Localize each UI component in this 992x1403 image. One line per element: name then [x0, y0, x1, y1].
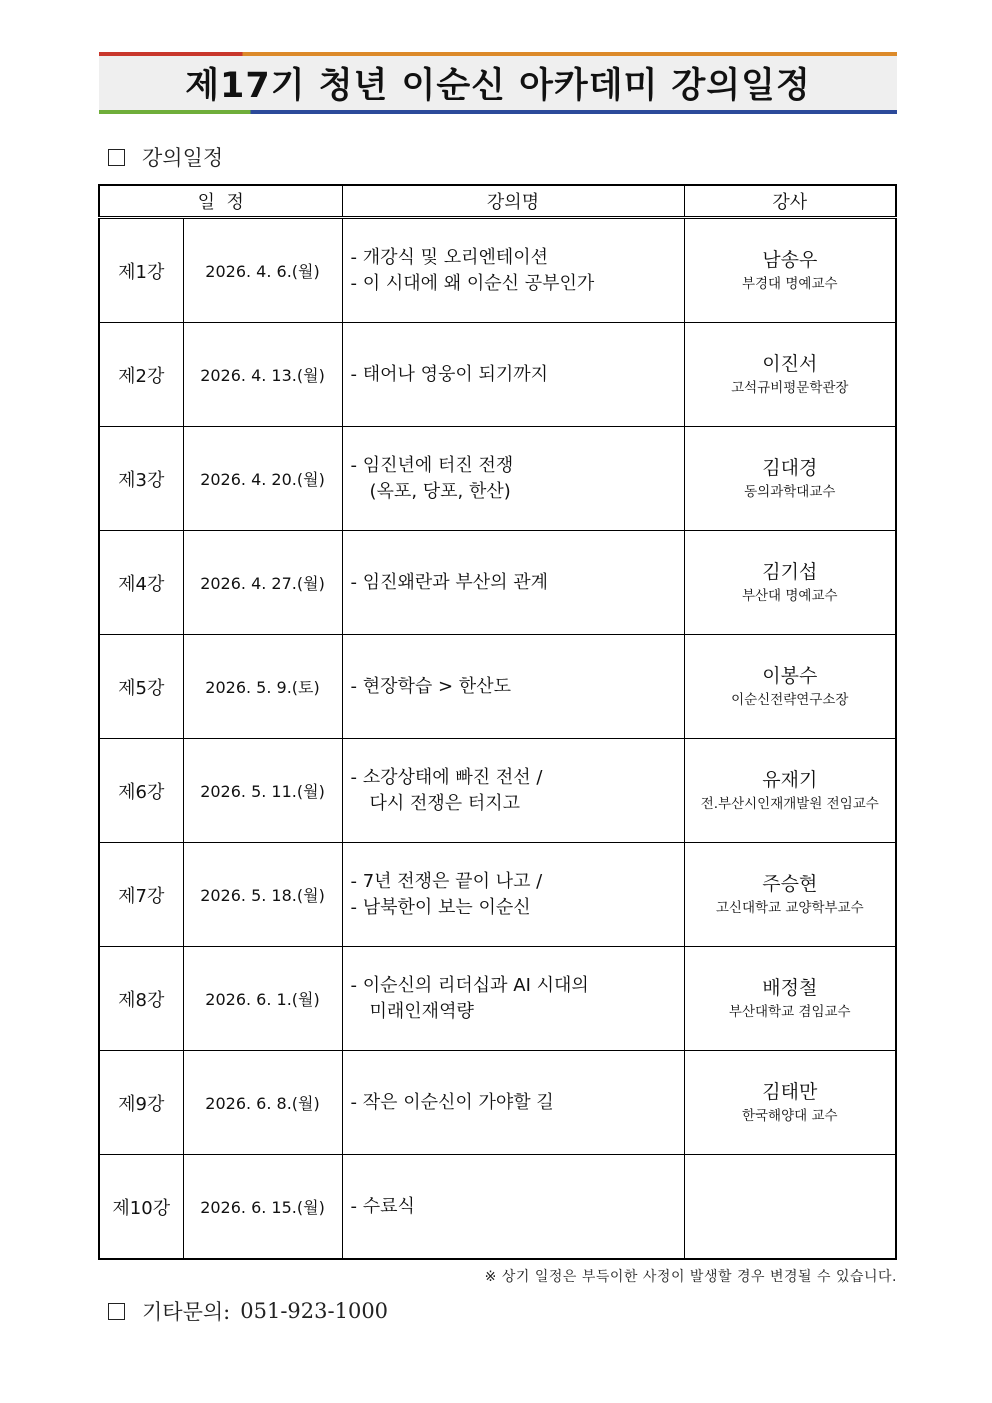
lecture-title	[342, 843, 684, 947]
lecture-number: 제4강	[99, 531, 183, 635]
instructor-cell	[684, 427, 896, 531]
lecture-title-line: - 7년 전쟁은 끝이 나고 /	[350, 870, 543, 892]
lecture-date: 2026. 5. 11.(월)	[183, 739, 342, 843]
table-row	[99, 531, 896, 635]
table-row	[99, 323, 896, 427]
lecture-number: 제10강	[99, 1155, 183, 1260]
lecture-title	[342, 323, 684, 427]
lecture-date: 2026. 5. 9.(토)	[183, 635, 342, 739]
lecture-title-line: - 태어나 영웅이 되기까지	[350, 363, 549, 385]
checkbox-icon	[108, 149, 125, 166]
lecture-title	[342, 531, 684, 635]
table-header-row	[99, 185, 896, 218]
footnote: ※ 상기 일정은 부득이한 사정이 발생할 경우 변경될 수 있습니다.	[484, 1269, 897, 1285]
header-lecture: 강의명	[342, 185, 684, 218]
lecture-number: 제2강	[99, 323, 183, 427]
instructor-role: 동의과학대교수	[744, 483, 836, 500]
instructor-name: 이진서	[762, 352, 818, 375]
instructor-cell	[684, 843, 896, 947]
instructor-role: 전.부산시인재개발원 전임교수	[700, 795, 879, 812]
table-row	[99, 635, 896, 739]
title-banner	[99, 52, 897, 114]
lecture-number: 제8강	[99, 947, 183, 1051]
instructor-name: 이봉수	[762, 664, 818, 687]
header-instructor: 강사	[684, 185, 896, 218]
lecture-title-line: - 현장학습 > 한산도	[350, 675, 511, 697]
table-row	[99, 843, 896, 947]
lecture-title	[342, 1051, 684, 1155]
lecture-title-line: (옥포, 당포, 한산)	[369, 480, 511, 502]
instructor-name: 김대경	[762, 456, 818, 479]
lecture-date: 2026. 5. 18.(월)	[183, 843, 342, 947]
lecture-date: 2026. 6. 8.(월)	[183, 1051, 342, 1155]
lecture-title-line: - 임진년에 터진 전쟁	[350, 454, 514, 476]
page-title: 제17기 청년 이순신 아카데미 강의일정	[185, 66, 811, 106]
lecture-title-line: - 임진왜란과 부산의 관계	[350, 571, 549, 593]
instructor-role: 부산대 명예교수	[741, 587, 838, 604]
lecture-title-line: - 작은 이순신이 가야할 길	[350, 1091, 554, 1113]
section-schedule-label: 강의일정	[142, 146, 224, 170]
table-row	[99, 947, 896, 1051]
lecture-date: 2026. 6. 15.(월)	[183, 1155, 342, 1260]
instructor-cell	[684, 1051, 896, 1155]
lecture-title-line: - 이순신의 리더십과 AI 시대의	[350, 974, 589, 996]
lecture-number: 제9강	[99, 1051, 183, 1155]
table-row	[99, 1051, 896, 1155]
lecture-date: 2026. 4. 20.(월)	[183, 427, 342, 531]
lecture-title-line: 다시 전쟁은 터지고	[369, 792, 521, 814]
instructor-role: 부경대 명예교수	[741, 275, 838, 292]
lecture-title	[342, 427, 684, 531]
instructor-role: 고석규비평문학관장	[731, 379, 849, 396]
lecture-title	[342, 947, 684, 1051]
instructor-role: 고신대학교 교양학부교수	[715, 899, 864, 916]
lecture-title-line: - 개강식 및 오리엔테이션	[350, 246, 549, 268]
lecture-date: 2026. 4. 27.(월)	[183, 531, 342, 635]
instructor-name: 배정철	[762, 976, 818, 999]
instructor-cell	[684, 531, 896, 635]
instructor-name: 김기섭	[762, 560, 818, 583]
lecture-title	[342, 635, 684, 739]
checkbox-icon	[108, 1303, 125, 1320]
instructor-role: 이순신전략연구소장	[731, 691, 849, 708]
lecture-date: 2026. 4. 13.(월)	[183, 323, 342, 427]
lecture-title	[342, 218, 684, 323]
instructor-cell	[684, 323, 896, 427]
lecture-title	[342, 1155, 684, 1260]
schedule-table	[98, 184, 897, 1260]
lecture-title-line: - 소강상태에 빠진 전선 /	[350, 766, 543, 788]
instructor-cell	[684, 739, 896, 843]
lecture-number: 제3강	[99, 427, 183, 531]
instructor-cell	[684, 218, 896, 323]
lecture-number: 제7강	[99, 843, 183, 947]
lecture-title-line: - 남북한이 보는 이순신	[350, 896, 531, 918]
instructor-cell	[684, 1155, 896, 1260]
table-row	[99, 218, 896, 323]
instructor-cell	[684, 947, 896, 1051]
instructor-role: 부산대학교 겸임교수	[728, 1003, 851, 1020]
lecture-date: 2026. 6. 1.(월)	[183, 947, 342, 1051]
lecture-title-line: 미래인재역량	[369, 1000, 474, 1022]
lecture-number: 제1강	[99, 218, 183, 323]
lecture-title-line: - 수료식	[350, 1195, 415, 1217]
title-bottom-bar	[99, 110, 897, 114]
instructor-role: 한국해양대 교수	[741, 1107, 838, 1124]
table-row	[99, 427, 896, 531]
lecture-title	[342, 739, 684, 843]
lecture-number: 제6강	[99, 739, 183, 843]
instructor-name: 주승현	[762, 872, 818, 895]
section-contact	[108, 1296, 388, 1326]
table-row	[99, 1155, 896, 1260]
instructor-name: 김태만	[762, 1080, 818, 1103]
header-schedule: 일 정	[99, 185, 342, 218]
section-schedule	[108, 142, 223, 172]
lecture-number: 제5강	[99, 635, 183, 739]
instructor-cell	[684, 635, 896, 739]
contact-label: 기타문의:	[142, 1300, 231, 1324]
contact-phone: 051-923-1000	[240, 1299, 389, 1323]
lecture-title-line: - 이 시대에 왜 이순신 공부인가	[350, 272, 595, 294]
instructor-name: 유재기	[762, 768, 818, 791]
lecture-date: 2026. 4. 6.(월)	[183, 218, 342, 323]
instructor-name: 남송우	[762, 248, 818, 271]
table-row	[99, 739, 896, 843]
